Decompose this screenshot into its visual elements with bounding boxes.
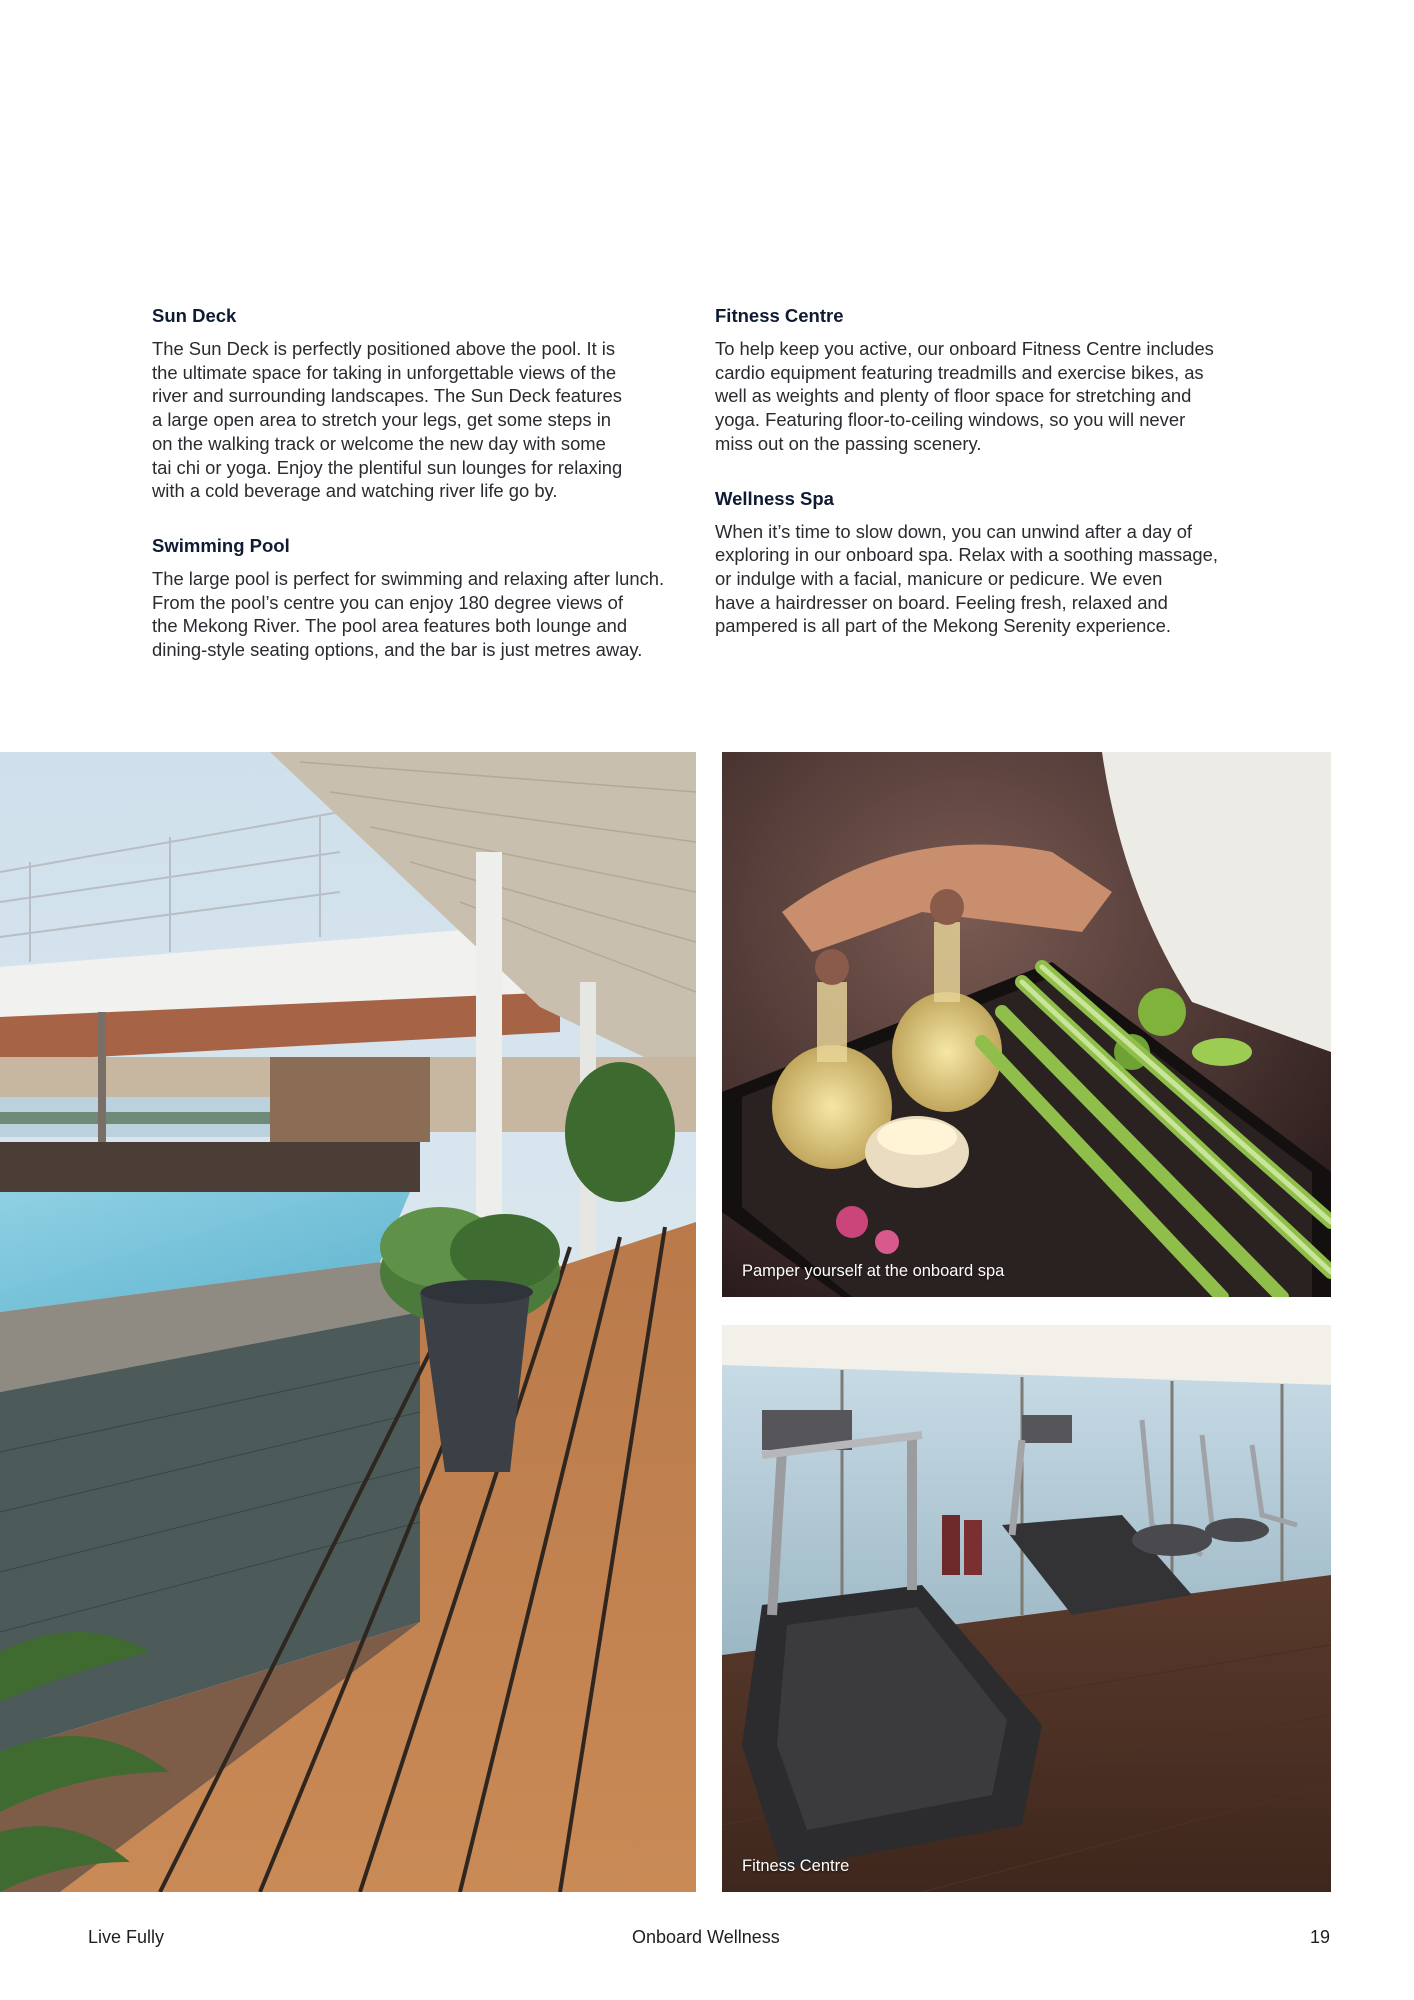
section-body: The Sun Deck is perfectly positioned above the pool. It is the ultimate space for taking in unforgettable views of the river and surrounding landscapes. The Sun Deck features a large open area to stretch your legs, get some steps in on the walking track or welcome the new day with some tai chi or yoga. Enjoy the plentiful sun lounges for relaxing with a cold beverage and watching river life go by. (152, 338, 623, 502)
fitness-photo-caption: Fitness Centre (742, 1857, 850, 1875)
spa-photo (722, 752, 1331, 1297)
footer-section-title: Onboard Wellness (632, 1927, 780, 1947)
page-number: 19 (1310, 1927, 1331, 1947)
section-heading: Swimming Pool (152, 534, 290, 556)
fitness-centre-section (715, 304, 1275, 456)
section-body: The large pool is perfect for swimming and relaxing after lunch. From the pool’s centre you can enjoy 180 degree views of the Mekong River. The pool area features both lounge and dining-style seating options, and the bar is just metres away. (152, 567, 665, 661)
footer-left-title: Live Fully (88, 1927, 165, 1947)
section-heading: Fitness Centre (715, 305, 844, 326)
left-text-column (152, 304, 712, 693)
section-body: When it’s time to slow down, you can unwind after a day of exploring in our onboard spa. Relax with a soothing massage, or indulge with a facial, manicure or pedicure. We even have a hairdresser on board. Feeling fresh, relaxed and pampered is all part of the Mekong Serenity experience. (715, 520, 1218, 637)
section-body: To help keep you active, our onboard Fitness Centre includes cardio equipment featuring treadmills and exercise bikes, as well as weights and plenty of floor space for stretching and yoga. Featuring floor-to-ceiling windows, so you will never miss out on the passing scenery. (715, 338, 1214, 454)
right-text-column (715, 304, 1275, 669)
sun-deck-section (152, 304, 712, 503)
fitness-photo (722, 1325, 1331, 1892)
swimming-pool-section (152, 534, 712, 662)
wellness-spa-section (715, 487, 1275, 639)
pool-deck-photo (0, 752, 696, 1892)
spa-photo-caption: Pamper yourself at the onboard spa (742, 1262, 1005, 1280)
section-heading: Wellness Spa (715, 487, 834, 509)
section-heading: Sun Deck (152, 305, 237, 326)
